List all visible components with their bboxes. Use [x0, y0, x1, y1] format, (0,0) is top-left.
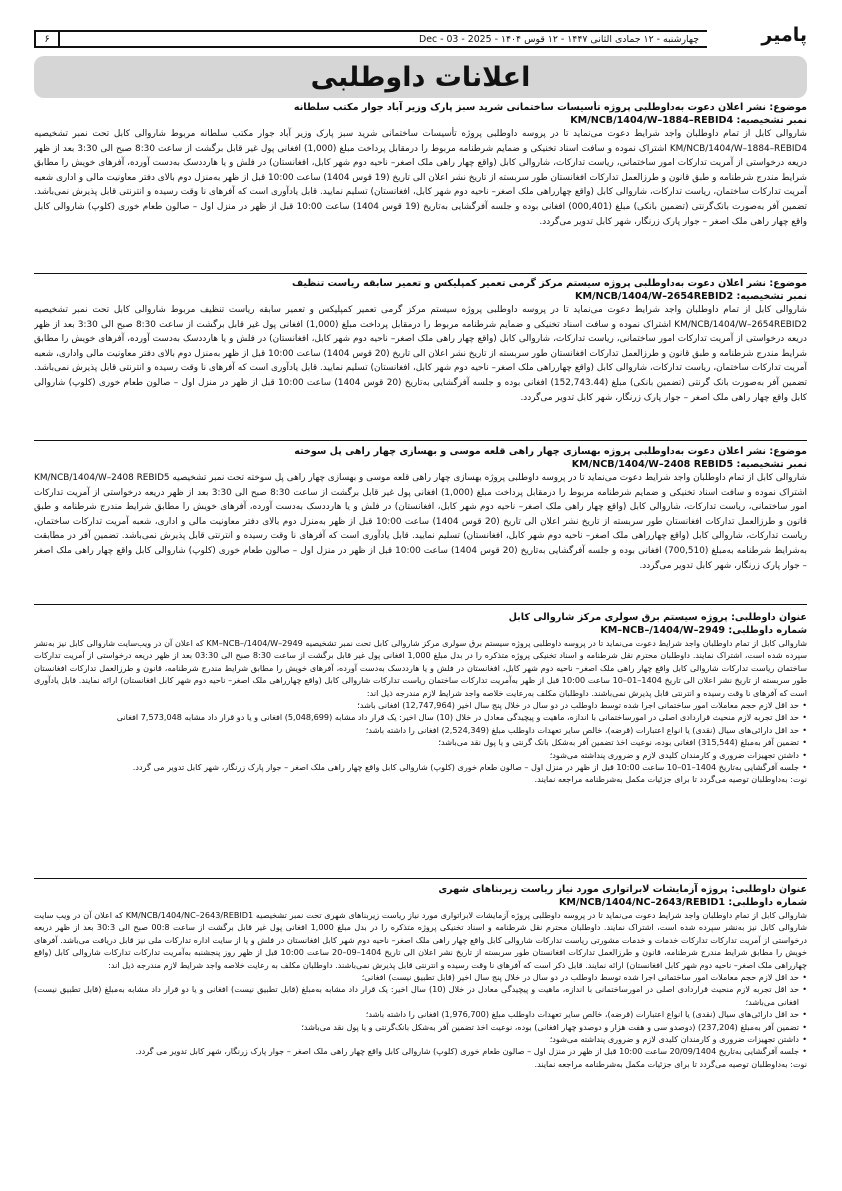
requirement-item: • حد اقل دارائی‌های سیال (نقدی) یا انواع اعتبارات (قرضه)، خالص سایر تعهدات داوطلب مبلغ (2,524,349) افغانی را داشته باشد؛	[34, 724, 807, 736]
notice-code: نمبر تشخیصیه: KM/NCB/1404/W–1884–REBID4	[570, 115, 807, 126]
requirement-item: • جلسه آفرگشایی به‌تاریخ 20/09/1404 ساعت 10:00 قبل از ظهر در منزل اول – صالون طعام خوری (کلوپ) شاروالی کابل واقع چهار راهی ملک اصغر – جوار پارک زرنگار، شهر کابل تدویر می گردد.	[34, 1045, 807, 1057]
section-title: اعلانات داوطلبی	[310, 61, 531, 93]
divider	[34, 440, 807, 441]
notice-code: نمبر تشخیصیه: KM/NCB/1404/W–2408 REBID5	[571, 459, 807, 470]
requirement-item: • داشتن تجهیزات ضروری و کارمندان کلیدی لازم و ضروری پنداشته می‌شود؛	[34, 749, 807, 761]
requirement-item: • داشتن تجهیزات ضروری و کارمندان کلیدی لازم و ضروری پنداشته می‌شود؛	[34, 1033, 807, 1045]
notice-body: شاروالی کابل از تمام داوطلبان واجد شرایط دعوت می‌نماید تا در پروسه داوطلبی پروژه بهسازی چهار راهی قلعه موسی و بهسازی چهار راهی پل سوخته تحت نمبر تشخیصیه KM/NCB/1404/W–2408 REBID5 اشتراک نموده و سافت اسناد تخنیکی و ضمایم شرطنامه مربوط را درمقابل پرداخت مبلغ (1,000) افغانی پول غیر قابل برگشت از ساعت 8:30 صبح الی 3:30 بعد از ظهر دریعه درخواستی از آمریت تدارکات امور ساختمانی، ریاست تدارکات، شاروالی کابل (واقع چهار راهی ملک اصغر– ناحیه دوم شهر کابل، افغانستان) در فلش و یا هارددسک به‌دست آورده، آفرهای خویش را مطابق شرایط مندرج شرطنامه و طبق قانون و طرزالعمل تدارکات افغانستان طور سربسته از تاریخ نشر اعلان الی تاریخ (20 قوس 1404) ساعت 10:00 قبل از ظهر به‌منزل دوم بالای دفتر معاونیت مالی و اداری، شعبه آمریت تدارکات ساختمان، ریاست تدارکات، شاروالی کابل (واقع چهارراهی ملک اصغر– ناحیه دوم شهر کابل، افغانستان) تسلیم نمایید. قابل یادآوری است که آفرهای نا وقت رسیده و انترنتی قابل پذیرش نمی‌باشد. تضمین آفر در مطابقت به‌شرایط شرطنامه به‌مبلغ (700,510) افغانی بوده و جلسه آفرگشایی به‌تاریخ (20 قوس 1404) ساعت 10:00 قبل از ظهر در منزل اول – صالون طعام خوری (کلوپ) شاروالی کابل واقع چهار راهی ملک اصغر – جوار پارک زرنگار، شهر کابل تدویر می‌گردد.	[34, 473, 807, 571]
requirement-item: • حد اقل تجربه لازم منحیث قراردادی اصلی در امورساختمانی با اندازه، ماهیت و پیچیدگی معادل در خلال (10) سال اخیر: یک قرار داد مشابه به‌مبلغ (قابل تطبیق نیست) افغانی و یا دو قرار داد مشابه به‌مبلغ (قابل تطبیق نیست) افغانی می‌باشد؛	[34, 983, 807, 1008]
dateline-text: چهارشنبه - ۱۲ جمادی الثانی ۱۴۴۷ - ۱۲ قوس ۱۴۰۴ - Dec - 03 - 2025	[418, 33, 699, 45]
notice-5	[34, 883, 807, 1163]
page-number: ۶	[34, 30, 60, 48]
notice-3	[34, 445, 807, 600]
requirement-item: • حد اقل تجربه لازم منحیث قراردادی اصلی در امورساختمانی با اندازه، ماهیت و پیچیدگی معادل در خلال (10) سال اخیر: یک قرار داد مشابه (5,048,699) افغانی و یا دو قرار داد مشابه 7,573,048 افغانی	[34, 711, 807, 723]
notice-2	[34, 277, 807, 437]
notice-subject: موضوع: نشر اعلان دعوت به‌داوطلبی پروژه سیستم مرکز گرمی تعمیر کمپلیکس و تعمیر سابقه ریاست تنظیف	[291, 278, 807, 289]
notice-body: شاروالی کابل از تمام داوطلبان واجد شرایط دعوت می‌نماید تا در پروسه داوطلبی پروژه تأسیسات ساختمانی شرید سبز پارک وزیر آباد جوار مکتب سلطانه مربوط شاروالی کابل تحت نمبر تشخیصیه KM/NCB/1404/W–1884–REBID4 اشتراک نموده و سافت اسناد تخنیکی و ضمایم شرطنامه مربوط را درمقابل پرداخت مبلغ (1,000) افغانی پول غیر قابل برگشت از ساعت 8:30 صبح الی 3:30 بعد از ظهر دریعه درخواستی از آمریت تدارکات امور ساختمانی، ریاست تدارکات، شاروالی کابل (واقع چهار راهی ملک اصغر– ناحیه دوم شهر کابل، افغانستان) در فلش و یا هارددسک به‌دست آورده، آفرهای خویش را مطابق شرایط مندرج شرطنامه و طبق قانون و طرزالعمل تدارکات افغانستان طور سربسته از تاریخ نشر اعلان الی تاریخ (19 قوس 1404) ساعت 10:00 قبل از ظهر به‌منزل دوم بالای دفتر معاونیت مالی و اداری شعبه آمریت تدارکات ساختمان، ریاست تدارکات، شاروالی کابل (واقع چهارراهی ملک اصغر– ناحیه دوم شهر کابل، افغانستان) تسلیم نمایید. قابل یادآوری است که آفرهای نا وقت رسیده و انترنتی قابل پذیرش نمی‌باشد. تضمین آفر به‌صورت بانک‌گرنتی (تضمین بانکی) مبلغ (000,401) افغانی بوده و جلسه آفرگشایی به‌تاریخ (19 قوس 1404) ساعت 10:00 قبل از ظهر در منزل اول – صالون طعام خوری (کلوپ) شاروالی کابل واقع چهار راهی ملک اصغر – جوار پارک زرنگار، شهر کابل تدویر می‌گردد.	[34, 129, 807, 227]
notice-subject: عنوان داوطلبی: پروژه سیستم برق سولری مرکز شاروالی کابل	[508, 612, 807, 623]
requirement-item: • حد اقل لازم حجم معاملات امور ساختمانی اجرا شده توسط داوطلب در دو سال در خلال پنج سال اخیر (12,747,964) افغانی باشد؛	[34, 699, 807, 711]
requirement-item: • حد اقل دارائی‌های سیال (نقدی) یا انواع اعتبارات (قرضه)، خالص سایر تعهدات داوطلب مبلغ (1,976,700) افغانی را داشته باشد؛	[34, 1008, 807, 1020]
divider	[34, 604, 807, 605]
notice-note: نوت: به‌داوطلبان توصیه می‌گردد تا برای جزئیات مکمل به‌شرطنامه مراجعه نمایند.	[534, 1058, 807, 1069]
notice-subject: موضوع: نشر اعلان دعوت به‌داوطلبی پروژه بهسازی چهار راهی قلعه موسی و بهسازی چهار راهی پل سوخته	[294, 446, 807, 457]
notice-subject: عنوان داوطلبی: پروژه آزمایشات لابراتواری مورد نیاز ریاست زیربناهای شهری	[438, 884, 807, 895]
dateline-bar	[34, 30, 707, 48]
notice-1	[34, 101, 807, 271]
requirement-item: • حد اقل لازم حجم معاملات امور ساختمانی اجرا شده توسط داوطلب در دو سال در خلال پنج سال اخیر (قابل تطبیق نیست) افغانی؛	[34, 971, 807, 983]
requirements-list	[34, 971, 807, 1058]
section-title-band	[34, 56, 807, 98]
page-header	[34, 24, 807, 48]
notice-4	[34, 611, 807, 875]
requirement-item: • تضمین آفر به‌مبلغ (237,204) (دوصدو سی و هفت هزار و دوصدو چهار افغانی) بوده، نوعیت اخذ تضمین آفر به‌شکل بانک‌گرنتی و یا پول نقد می‌باشد؛	[34, 1021, 807, 1033]
newspaper-brand: پامیر	[761, 24, 807, 46]
notice-code: شماره داوطلبی: KM–NCB–/1404/W–2949	[600, 625, 807, 636]
notice-code: نمبر تشخیصیه: KM/NCB/1404/W–2654REBID2	[575, 291, 807, 302]
divider	[34, 878, 807, 879]
notice-note: نوت: به‌داوطلبان توصیه می‌گردد تا برای جزئیات مکمل به‌شرطنامه مراجعه نمایند.	[534, 774, 807, 785]
requirement-item: • تضمین آفر به‌مبلغ (315,544) افغانی بوده، نوعیت اخذ تضمین آفر به‌شکل بانک گرنتی و یا پول نقد می‌باشد؛	[34, 736, 807, 748]
divider	[34, 273, 807, 274]
notice-subject: موضوع: نشر اعلان دعوت به‌داوطلبی پروژه تأسیسات ساختمانی شرید سبز پارک وزیر آباد جوار مکتب سلطانه	[293, 102, 807, 113]
notice-code: شماره داوطلبی: KM/NCB/1404/NC–2643/REBID1	[558, 897, 807, 908]
notice-body: شاروالی کابل از تمام داوطلبان واجد شرایط دعوت می‌نماید تا در پروسه داوطلبی پروژه آزمایشات لابراتواری مورد نیاز ریاست زیربناهای شهری تحت نمبر تشخیصیه KM/NCB/1404/NC–2643/REBID1 که اعلان آن در ویب سایت شاروالی کابل نیز به‌نشر سپرده شده است، اشتراک نمایند. داوطلبان محترم نقل شرطنامه و اسناد تخنیکی پروژه متذکره را در بدل مبلغ 1,000 افغانی پول غیر قابل برگشت از ساعت 00:8 صبح الی 30:3 بعد از ظهر دریعه درخواستی از آمریت تدارکات تدارکات خدمات و خدمات مشورتی ریاست تدارکات شاروالی کابل واقع چهار راهی ملک اصغر– ناحیه دوم شهر کابل افغانستان در فلش و یا از سایت اداره تدارکات ملی نیز قابل دریافت می‌باشد. آفرهای خویش را مطابق شرایط مندرج شرطنامه، قانون و طرزالعمل تدارکات افغانستان طور سربسته از تاریخ نشر اعلان الی تاریخ 1404–09–20 ساعت 10:00 قبل از ظهر روز پنجشنبه به‌آمریت تدارکات تدارکات شاروالی کابل (واقع چهارراهی ملک اصغر– ناحیه دوم شهر کابل افغانستان) ارائه نمایند. قابل ذکر است که آفرهای نا وقت رسیده و انترنتی قابل پذیرش نمی‌باشند. داوطلبان مکلف به رعایت خلاصه واجد شرایط لازم مندرجه ذیل اند:	[34, 910, 807, 970]
requirement-item: • جلسه آفرگشایی به‌تاریخ 1404–01–10 ساعت 10:00 قبل از ظهر در منزل اول – صالون طعام خوری (کلوپ) شاروالی کابل واقع چهار راهی ملک اصغر – جوار پارک زرنگار، شهر کابل تدویر می گردد.	[34, 761, 807, 773]
notice-body: شاروالی کابل از تمام داوطلبان واجد شرایط دعوت می‌نماید تا در پروسه داوطلبی پروژه سیستم مرکز گرمی تعمیر کمپلیکس و تعمیر سابقه ریاست تنظیف مربوط شاروالی کابل تحت نمبر تشخیصیه KM/NCB/1404/W–2654REBID2 اشتراک نموده و سافت اسناد تخنیکی و ضمایم شرطنامه مربوط را درمقابل پرداخت مبلغ (1,000) افغانی پول غیر قابل برگشت از ساعت 8:30 صبح الی 3:30 بعد از ظهر دریعه درخواستی از آمریت تدارکات امور ساختمانی، ریاست تدارکات، شاروالی کابل (واقع چهار راهی ملک اصغر– ناحیه دوم شهر کابل، افغانستان) در فلش و یا هارددسک به‌دست آورده، آفرهای خویش را مطابق شرایط مندرج شرطنامه و طبق قانون و طرزالعمل تدارکات افغانستان طور سربسته از تاریخ نشر اعلان الی تاریخ (20 قوس 1404) ساعت 10:00 قبل از ظهر به‌منزل دوم بالای دفتر معاونیت مالی وادارى، شعبه آمریت تدارکات ساختمان، ریاست تدارکات، شاروالی کابل (واقع چهارراهی ملک اصغر– ناحیه دوم شهر کابل، افغانستان) تسلیم نمایید. قابل یادآوری است که آفرهای نا وقت رسیده و انترنتی قابل پذیرش نمی‌باشد. تضمین آفر به‌صورت بانک گرنتی (تضمین بانکی) مبلغ (152,743.44) افغانی بوده و جلسه آفرگشایی به‌تاریخ (20 قوس 1404) ساعت 10:00 قبل از ظهر در منزل اول – صالون طعام خوری (کلوپ) شاروالی کابل واقع چهار راهی ملک اصغر – جوار پارک زرنگار، شهر کابل تدویر می‌گردد.	[34, 305, 807, 403]
notice-body: شاروالی کابل از تمام داوطلبان واجد شرایط دعوت می‌نماید تا در پروسه داوطلبی پروژه سیستم برق سولری مرکز شاروالی کابل تحت نمبر تشخیصیه KM–NCB–/1404/W–2949 که اعلان آن در ویب‌سایت شاروالی کابل نیز به‌نشر سپرده شده است، اشتراک نمایند. داوطلبان محترم نقل شرطنامه و اسناد تخنیکی پروژه متذکره را در بدل مبلغ 1,000 افغانی پول غیر قابل برگشت از ساعت 8:30 صبح الی 03:30 بعد از ظهر دریعه درخواستی از آمریت تدارکات ساختمان ریاست تدارکات شاروالی کابل واقع چهار راهی ملک اصغر– ناحیه دوم شهر کابل، افغانستان در فلش و یا هارددسک به‌دست آورده، آفرهای خویش را مطابق شرایط مندرج شرطنامه، قانون و طرزالعمل تدارکات افغانستان طور سربسته از تاریخ نشر اعلان الی تاریخ 1404–01–10 ساعت 10:00 قبل از ظهر به‌آمریت تدارکات ساختمان ریاست تدارکات شاروالی کابل (واقع چهارراهی ملک اصغر– ناحیه دوم شهر کابل افغانستان) ارائه نمایند. قابل یادآوری است که آفرهای نا وقت رسیده و انترنتی قابل پذیرش نمی‌باشند. داوطلبان مکلف به‌رعایت خلاصه واجد شرایط لازم مندرجه ذیل اند:	[34, 638, 807, 698]
requirements-list	[34, 699, 807, 773]
